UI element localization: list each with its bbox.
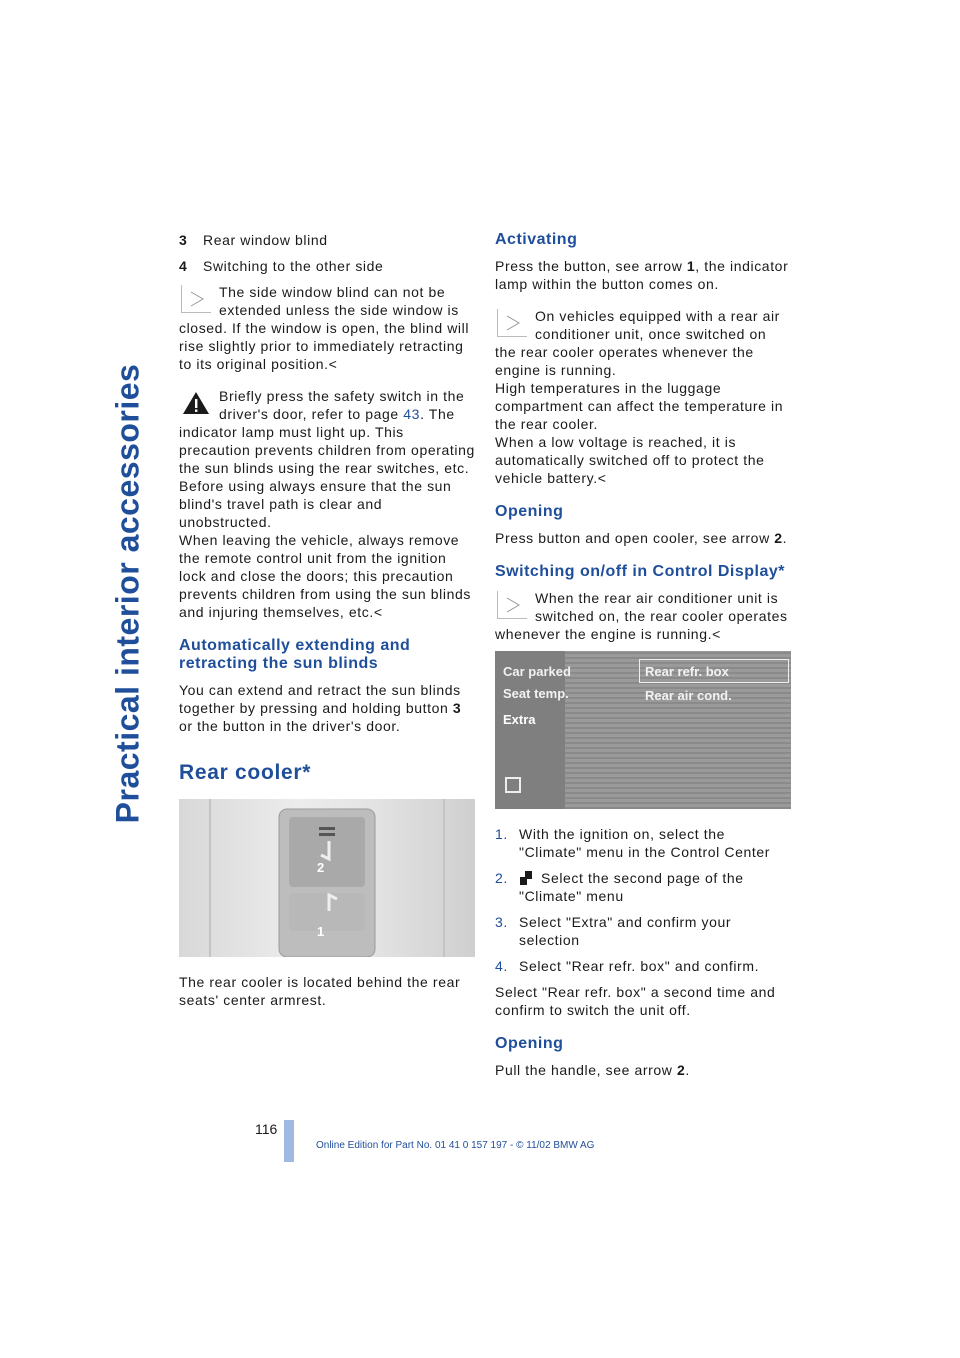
paragraph: You can extend and retract the sun blinds together by pressing and holding button 3 or the button in the driver's door. xyxy=(179,682,462,734)
arrow-label: 2 xyxy=(317,860,325,875)
display-menu-item: Rear refr. box xyxy=(645,664,729,679)
paragraph: Select "Rear refr. box" a second time and confirm to switch the unit off. xyxy=(495,984,776,1018)
section-heading: Automatically extending and retracting the sun blinds xyxy=(179,637,411,672)
paragraph: Press the button, see arrow 1, the indicator lamp within the button comes on. xyxy=(495,258,789,292)
section-heading: Opening xyxy=(495,1035,564,1052)
display-menu-item: Extra xyxy=(503,712,536,727)
note-arrow-icon xyxy=(497,309,527,337)
note-block: On vehicles equipped with a rear air conditioner unit, once switched on the rear cooler operates whenever the engine is running. High temperatures in the luggage compartment can affect the temperature in the rear cooler. When a low voltage is reached, it is automatically switched off to protect the vehicle battery.< xyxy=(495,308,784,486)
list-item: 4 Switching to the other side xyxy=(179,258,384,274)
arrow-label: 1 xyxy=(317,924,325,939)
page-number: 116 xyxy=(255,1121,278,1137)
paragraph: Pull the handle, see arrow 2. xyxy=(495,1062,690,1078)
left-column xyxy=(179,231,475,1017)
page-switch-icon xyxy=(519,871,533,885)
display-menu-item: Rear air cond. xyxy=(645,688,732,703)
figure-caption: The rear cooler is located behind the rear seats' center armrest. xyxy=(179,974,461,1008)
warning-icon xyxy=(181,389,211,417)
note-arrow-icon xyxy=(497,591,527,619)
step-item: 4. Select "Rear refr. box" and confirm. xyxy=(495,958,760,974)
edition-footer: Online Edition for Part No. 01 41 0 157 197 - © 11/02 BMW AG xyxy=(316,1140,595,1151)
step-item: 2. Select the second page of the "Climate" menu xyxy=(495,870,744,904)
warning-block: Briefly press the safety switch in the driver's door, refer to page 43. The indicator lamp must light up. This precaution prevents children from operating the sun blinds using the rear switches, etc. Before using always ensure that the sun blind's travel path is clear and unobstructed. When leaving the vehicle, always remove the remote control unit from the ignition lock and close the doors; this precaution prevents children from using the sun blinds and injuring themselves, etc.< xyxy=(179,388,475,620)
section-heading: Opening xyxy=(495,503,564,520)
note-block: When the rear air conditioner unit is switched on, the rear cooler operates whenever the engine is running.< xyxy=(495,590,788,642)
note-arrow-icon xyxy=(181,285,211,313)
display-menu-item: Car parked xyxy=(503,664,571,679)
control-display-screenshot xyxy=(495,651,791,809)
step-item: 3. Select "Extra" and confirm your selection xyxy=(495,914,732,948)
paragraph: Press button and open cooler, see arrow 2. xyxy=(495,530,788,546)
section-heading: Activating xyxy=(495,231,578,248)
display-menu-item: Seat temp. xyxy=(503,686,569,701)
side-chapter-title: Practical interior accessories xyxy=(109,363,146,823)
list-item: 3 Rear window blind xyxy=(179,232,328,248)
right-column xyxy=(495,231,791,1087)
page-flip-icon xyxy=(505,777,521,793)
rear-cooler-heading: Rear cooler* xyxy=(179,761,312,784)
rear-cooler-figure xyxy=(179,799,475,957)
step-item: 1. With the ignition on, select the "Climate" menu in the Control Center xyxy=(495,826,770,860)
page-link[interactable]: 43 xyxy=(403,406,421,422)
section-heading: Switching on/off in Control Display* xyxy=(495,563,785,580)
note-block: The side window blind can not be extended unless the side window is closed. If the window is open, the blind will rise slightly prior to immediately retracting to its original position.< xyxy=(179,284,470,372)
page-marker-bar xyxy=(284,1120,294,1162)
